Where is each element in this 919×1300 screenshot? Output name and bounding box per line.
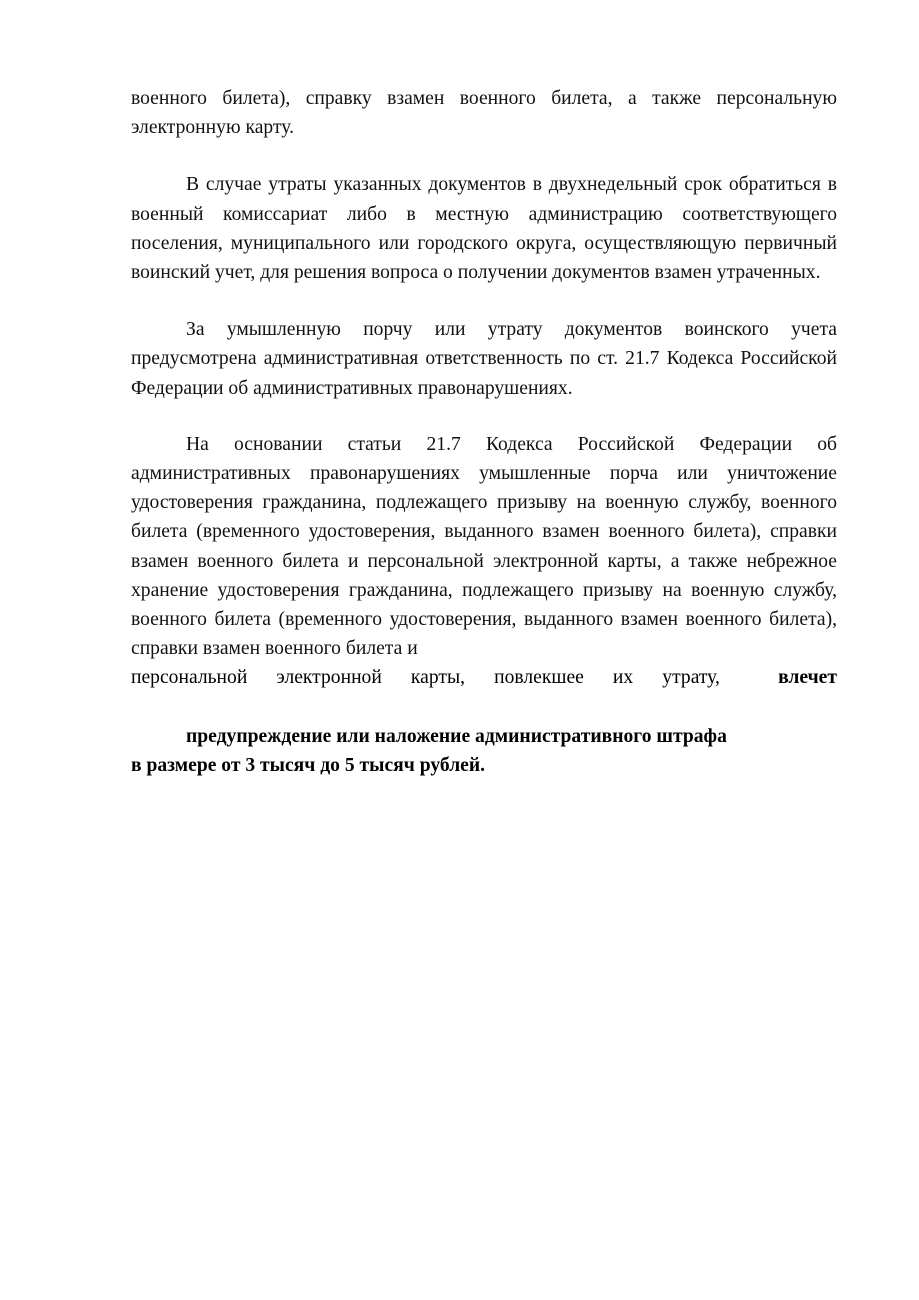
penalty-description: предупреждение или наложение административного штрафа <box>186 725 727 747</box>
paragraph-lost-documents: В случае утраты указанных документов в двухнедельный срок обратиться в военный комиссариат либо в местную администрацию соответствующего поселения, муниципального или городского округа, осуществляющую первичный воинский учет, для решения вопроса о получении документов взамен утраченных. <box>131 174 837 284</box>
penalty-keyword: влечет <box>778 667 837 689</box>
paragraph-administrative-liability: За умышленную порчу или утрату документов воинского учета предусмотрена административная ответственность по ст. 21.7 Кодекса Российской Федерации об административных правонарушениях. <box>131 319 837 399</box>
paragraph-spacer <box>131 287 837 315</box>
penalty-amount: в размере от 3 тысяч до 5 тысяч рублей. <box>131 755 486 777</box>
document-body <box>131 84 837 780</box>
closing-space <box>720 667 778 688</box>
closing-normal-text: персональной электронной карты, повлекшее их утрату, <box>131 667 720 689</box>
paragraph-article-21-7: На основании статьи 21.7 Кодекса Российской Федерации об административных правонарушениях умышленные порча или уничтожение удостоверения гражданина, подлежащего призыву на военную службу, военного билета (временного удостоверения, выданного взамен военного билета), справки взамен военного билета и персональной электронной карты, а также небрежное хранение удостоверения гражданина, подлежащего призыву на военную службу, военного билета (временного удостоверения, выданного взамен военного билета), справки взамен военного билета и <box>131 433 837 660</box>
paragraph-spacer <box>131 142 837 170</box>
paragraph-continuation: военного билета), справку взамен военного билета, а также персональную электронную карту. <box>131 88 837 139</box>
closing-line-one <box>131 663 837 721</box>
paragraph-spacer <box>131 403 837 430</box>
